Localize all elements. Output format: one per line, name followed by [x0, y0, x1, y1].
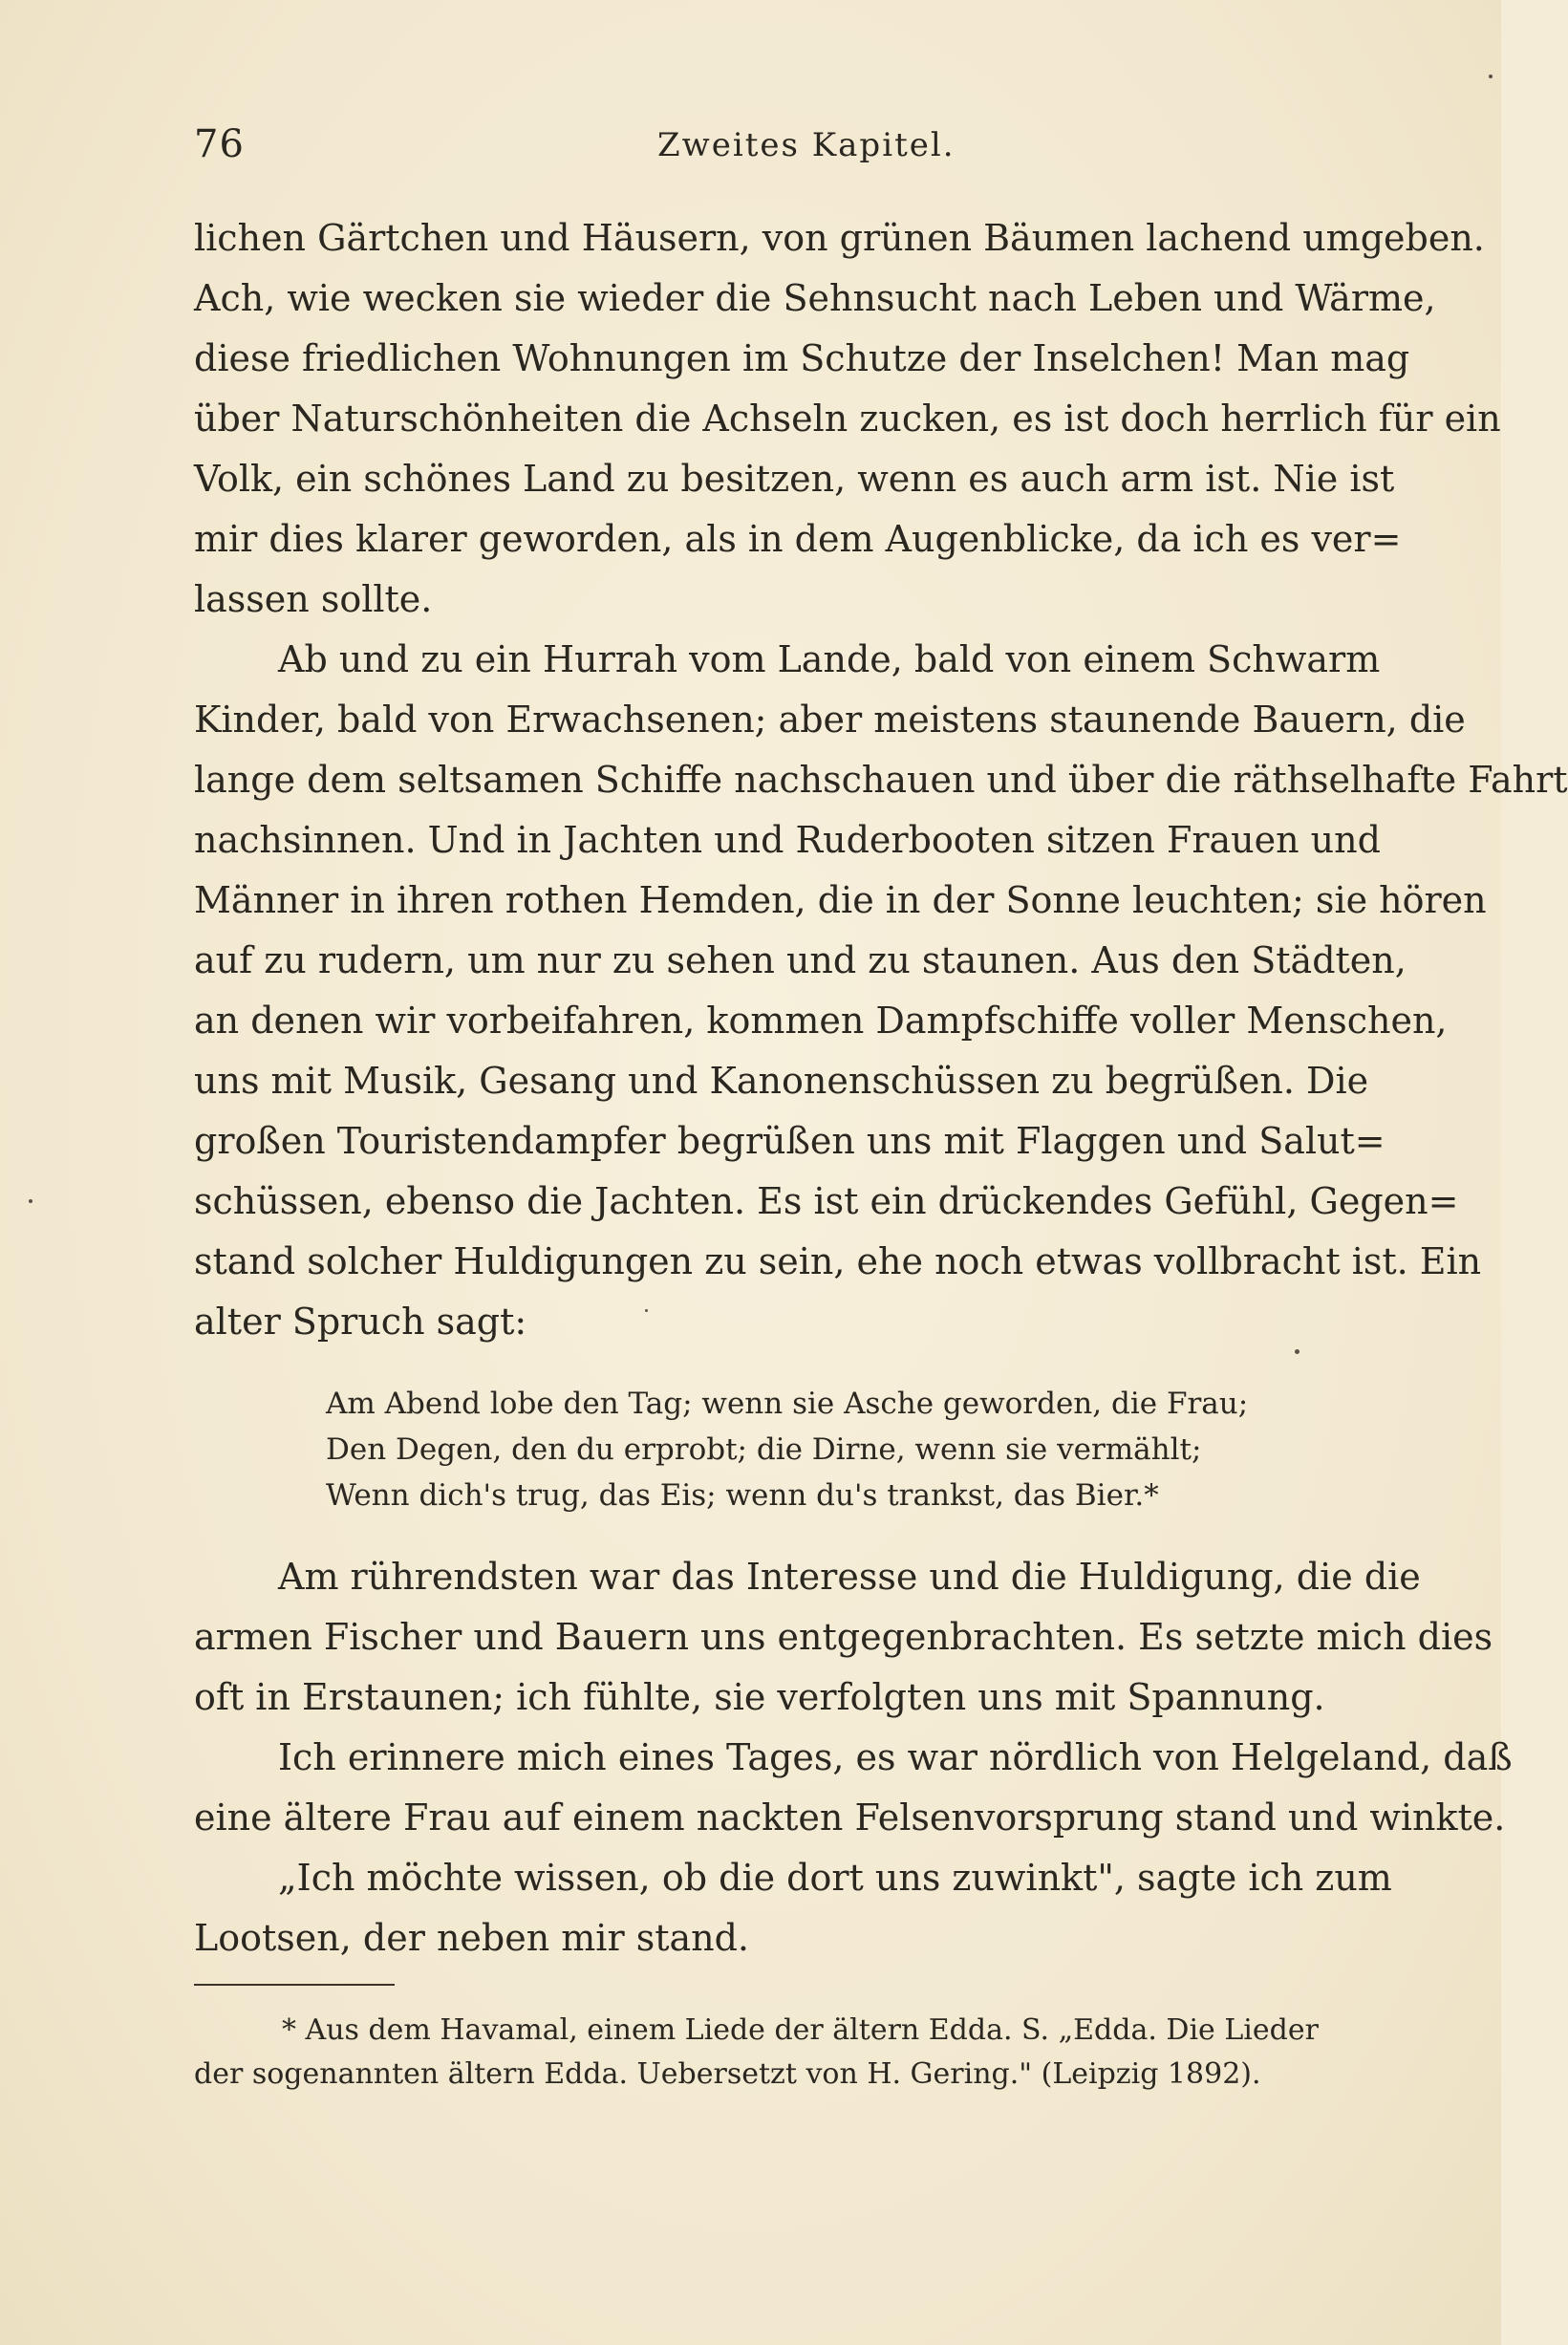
text-line: über Naturschönheiten die Achseln zucken, es ist doch herrlich für ein	[194, 398, 1501, 440]
text-line: diese friedlichen Wohnungen im Schutze der Inselchen! Man mag	[194, 337, 1410, 379]
text-line: Kinder, bald von Erwachsenen; aber meistens staunende Bauern, die	[194, 699, 1466, 741]
text-line: Lootsen, der neben mir stand.	[194, 1917, 750, 1959]
text-line: lichen Gärtchen und Häusern, von grünen Bäumen lachend umgeben.	[194, 217, 1485, 259]
verse-line: Am Abend lobe den Tag; wenn sie Asche geworden, die Frau;	[326, 1387, 1249, 1421]
footnote-rule	[194, 1984, 395, 1986]
text-line: auf zu rudern, um nur zu sehen und zu staunen. Aus den Städten,	[194, 939, 1407, 981]
text-line: lassen sollte.	[194, 578, 433, 620]
text-line: an denen wir vorbeifahren, kommen Dampfschiffe voller Menschen,	[194, 1000, 1448, 1042]
text-line: nachsinnen. Und in Jachten und Ruderbooten sitzen Frauen und	[194, 819, 1381, 861]
text-line: schüssen, ebenso die Jachten. Es ist ein drückendes Gefühl, Gegen=	[194, 1180, 1459, 1222]
running-head: Zweites Kapitel.	[657, 126, 956, 164]
page-header	[194, 122, 1312, 180]
text-line: stand solcher Huldigungen zu sein, ehe noch etwas vollbracht ist. Ein	[194, 1240, 1482, 1282]
text-line: eine ältere Frau auf einem nackten Felsenvorsprung stand und winkte.	[194, 1796, 1506, 1839]
paragraph	[194, 1848, 1392, 1969]
footnote	[194, 2009, 1319, 2097]
scan-speck	[645, 1309, 648, 1312]
paragraph	[194, 1728, 1513, 1848]
text-line: Ach, wie wecken sie wieder die Sehnsucht nach Leben und Wärme,	[194, 277, 1436, 319]
text-line: Am rührendsten war das Interesse und die Huldigung, die die	[278, 1556, 1421, 1598]
page-number: 76	[194, 122, 245, 166]
text-line: Männer in ihren rothen Hemden, die in der Sonne leuchten; sie hören	[194, 879, 1487, 921]
text-line: mir dies klarer geworden, als in dem Augenblicke, da ich es ver=	[194, 518, 1402, 560]
text-line: alter Spruch sagt:	[194, 1301, 527, 1343]
main-text	[194, 208, 1568, 1969]
footnote-line: * Aus dem Havamal, einem Liede der ältern Edda. S. „Edda. Die Lieder	[282, 2013, 1319, 2047]
text-line: armen Fischer und Bauern uns entgegenbrachten. Es setzte mich dies	[194, 1616, 1493, 1658]
verse-line: Wenn dich's trug, das Eis; wenn du's trankst, das Bier.*	[326, 1478, 1159, 1513]
paragraph	[194, 1547, 1493, 1728]
text-line: Ab und zu ein Hurrah vom Lande, bald von einem Schwarm	[278, 638, 1381, 680]
text-line: uns mit Musik, Gesang und Kanonenschüssen zu begrüßen. Die	[194, 1060, 1369, 1102]
scan-speck	[1295, 1349, 1300, 1354]
text-line: Ich erinnere mich eines Tages, es war nördlich von Helgeland, daß	[278, 1736, 1513, 1778]
text-line: großen Touristendampfer begrüßen uns mit Flaggen und Salut=	[194, 1120, 1385, 1162]
paragraph	[194, 630, 1568, 1352]
scan-speck	[29, 1199, 32, 1203]
scan-speck	[1489, 75, 1493, 78]
text-line: „Ich möchte wissen, ob die dort uns zuwinkt", sagte ich zum	[278, 1857, 1392, 1899]
text-line: lange dem seltsamen Schiffe nachschauen und über die räthselhafte Fahrt	[194, 759, 1568, 801]
footnote-line: der sogenannten ältern Edda. Uebersetzt von H. Gering." (Leipzig 1892).	[194, 2057, 1261, 2091]
text-line: Volk, ein schönes Land zu besitzen, wenn es auch arm ist. Nie ist	[194, 458, 1395, 500]
paragraph	[194, 208, 1501, 630]
verse-line: Den Degen, den du erprobt; die Dirne, wenn sie vermählt;	[326, 1432, 1202, 1467]
text-line: oft in Erstaunen; ich fühlte, sie verfolgten uns mit Spannung.	[194, 1676, 1325, 1718]
verse-quote	[326, 1381, 1312, 1518]
